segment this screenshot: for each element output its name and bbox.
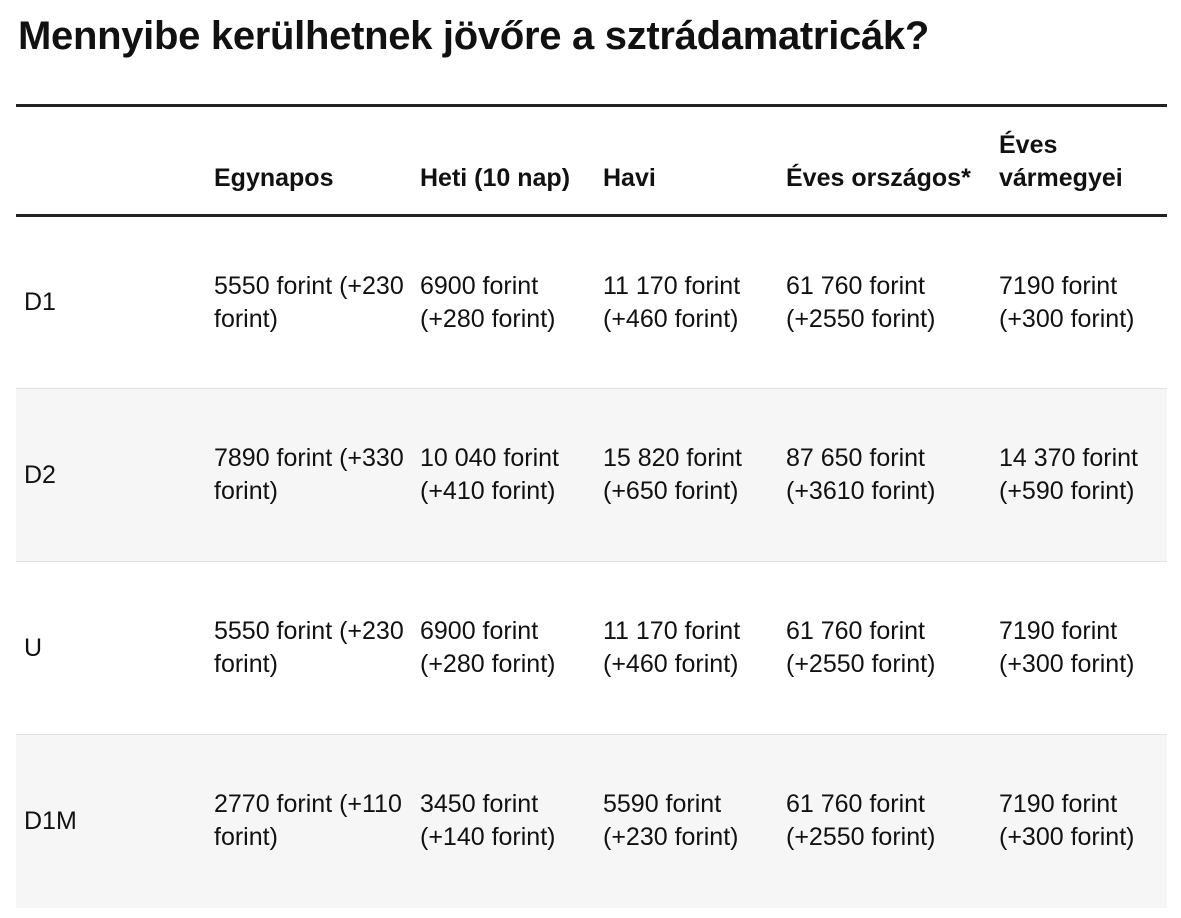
header-monthly: Havi: [603, 164, 656, 192]
table-row: [16, 389, 1167, 562]
row-category: D1: [24, 288, 56, 316]
cell-weekly: 3450 forint (+140 forint): [420, 790, 556, 852]
cell-weekly: 10 040 forint (+410 forint): [420, 444, 559, 505]
cell-daily: 2770 forint (+110 forint): [214, 790, 402, 852]
cell-annual-national: 61 760 forint (+2550 forint): [786, 271, 936, 333]
vignette-price-table: [16, 104, 1167, 908]
cell-annual-national: 87 650 forint (+3610 forint): [786, 444, 936, 505]
cell-annual-county: 7190 forint (+300 forint): [999, 790, 1135, 852]
header-annual-national: Éves országos*: [786, 164, 971, 192]
cell-weekly: 6900 forint (+280 forint): [420, 617, 556, 678]
row-category: U: [24, 633, 43, 662]
cell-daily: 7890 forint (+330 forint): [214, 444, 404, 505]
cell-annual-county: 14 370 forint (+590 forint): [999, 444, 1138, 505]
cell-weekly: 6900 forint (+280 forint): [420, 271, 556, 333]
cell-annual-national: 61 760 forint (+2550 forint): [786, 790, 936, 852]
cell-monthly: 15 820 forint (+650 forint): [603, 444, 742, 505]
table-row: [16, 735, 1167, 908]
cell-monthly: 5590 forint (+230 forint): [603, 790, 739, 852]
row-category: D2: [24, 460, 56, 489]
cell-monthly: 11 170 forint (+460 forint): [603, 617, 741, 678]
cell-daily: 5550 forint (+230 forint): [214, 617, 404, 678]
header-annual-county: Éves vármegyei: [999, 131, 1123, 192]
header-daily: Egynapos: [214, 164, 334, 192]
table-row: [16, 216, 1167, 389]
page-title: Mennyibe kerülhetnek jövőre a sztrádamatricák?: [18, 14, 929, 58]
cell-annual-county: 7190 forint (+300 forint): [999, 617, 1135, 678]
table-header-row: [16, 106, 1167, 216]
cell-daily: 5550 forint (+230 forint): [214, 271, 404, 333]
cell-monthly: 11 170 forint (+460 forint): [603, 271, 741, 333]
cell-annual-national: 61 760 forint (+2550 forint): [786, 617, 936, 678]
header-weekly: Heti (10 nap): [420, 164, 571, 192]
table-row: [16, 562, 1167, 735]
header-category: [16, 106, 206, 216]
cell-annual-county: 7190 forint (+300 forint): [999, 271, 1135, 333]
row-category: D1M: [24, 806, 77, 835]
